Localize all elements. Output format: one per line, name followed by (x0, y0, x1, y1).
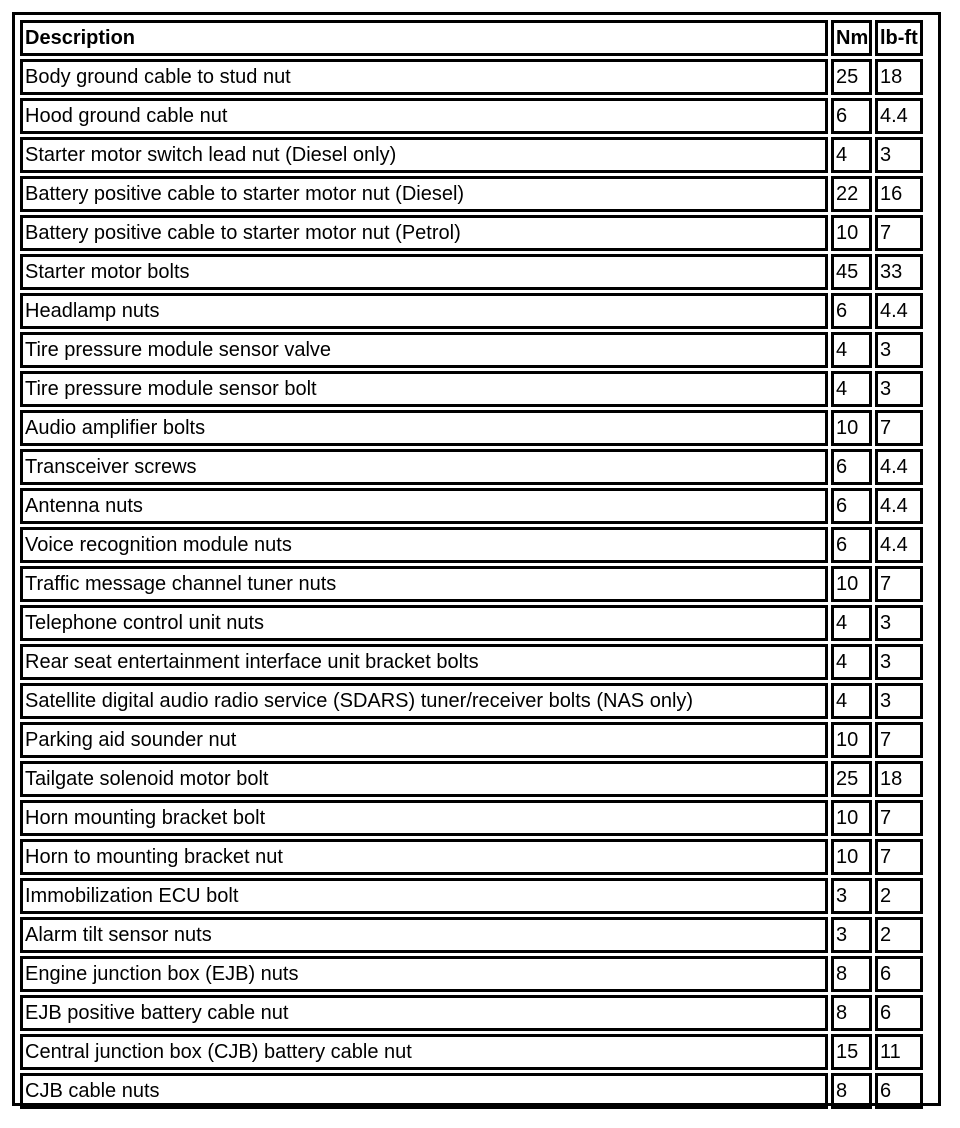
cell-lbft: 3 (875, 683, 923, 719)
table-row (20, 98, 923, 134)
cell-lbft: 4.4 (875, 293, 923, 329)
cell-nm: 4 (831, 332, 872, 368)
cell-description: Battery positive cable to starter motor nut (Petrol) (20, 215, 828, 251)
cell-description: Voice recognition module nuts (20, 527, 828, 563)
table-row (20, 215, 923, 251)
table-row (20, 527, 923, 563)
cell-nm: 6 (831, 449, 872, 485)
cell-description: Parking aid sounder nut (20, 722, 828, 758)
cell-nm: 10 (831, 215, 872, 251)
cell-lbft: 2 (875, 917, 923, 953)
cell-lbft: 18 (875, 59, 923, 95)
cell-nm: 3 (831, 917, 872, 953)
table-row (20, 176, 923, 212)
table-row (20, 371, 923, 407)
cell-description: Starter motor bolts (20, 254, 828, 290)
cell-lbft: 7 (875, 839, 923, 875)
header-description: Description (20, 20, 828, 56)
cell-description: Tire pressure module sensor valve (20, 332, 828, 368)
table-row (20, 1034, 923, 1070)
header-nm: Nm (831, 20, 872, 56)
table-row (20, 917, 923, 953)
cell-nm: 10 (831, 566, 872, 602)
cell-description: Immobilization ECU bolt (20, 878, 828, 914)
cell-lbft: 7 (875, 215, 923, 251)
cell-nm: 6 (831, 527, 872, 563)
cell-lbft: 3 (875, 644, 923, 680)
cell-nm: 22 (831, 176, 872, 212)
cell-description: Horn mounting bracket bolt (20, 800, 828, 836)
cell-lbft: 7 (875, 410, 923, 446)
cell-lbft: 11 (875, 1034, 923, 1070)
table-header-row (20, 20, 923, 56)
cell-lbft: 3 (875, 137, 923, 173)
cell-lbft: 6 (875, 956, 923, 992)
cell-description: Starter motor switch lead nut (Diesel only) (20, 137, 828, 173)
table-row (20, 644, 923, 680)
table-row (20, 59, 923, 95)
cell-lbft: 16 (875, 176, 923, 212)
cell-lbft: 7 (875, 566, 923, 602)
cell-description: Antenna nuts (20, 488, 828, 524)
cell-nm: 4 (831, 683, 872, 719)
cell-nm: 3 (831, 878, 872, 914)
cell-description: Tailgate solenoid motor bolt (20, 761, 828, 797)
cell-description: Transceiver screws (20, 449, 828, 485)
table-row (20, 800, 923, 836)
table-row (20, 995, 923, 1031)
table-row (20, 605, 923, 641)
cell-description: Central junction box (CJB) battery cable nut (20, 1034, 828, 1070)
cell-nm: 8 (831, 995, 872, 1031)
cell-lbft: 4.4 (875, 488, 923, 524)
table-row (20, 722, 923, 758)
cell-nm: 4 (831, 137, 872, 173)
cell-lbft: 3 (875, 332, 923, 368)
cell-description: Telephone control unit nuts (20, 605, 828, 641)
cell-lbft: 6 (875, 1073, 923, 1109)
torque-table-frame (12, 12, 941, 1106)
table-row (20, 761, 923, 797)
table-row (20, 332, 923, 368)
cell-nm: 25 (831, 761, 872, 797)
cell-nm: 6 (831, 488, 872, 524)
cell-lbft: 4.4 (875, 527, 923, 563)
cell-nm: 8 (831, 1073, 872, 1109)
cell-nm: 4 (831, 371, 872, 407)
cell-lbft: 7 (875, 722, 923, 758)
table-row (20, 410, 923, 446)
cell-nm: 6 (831, 293, 872, 329)
cell-nm: 10 (831, 722, 872, 758)
table-body (20, 59, 923, 1109)
table-row (20, 449, 923, 485)
cell-nm: 15 (831, 1034, 872, 1070)
cell-description: Alarm tilt sensor nuts (20, 917, 828, 953)
cell-lbft: 33 (875, 254, 923, 290)
cell-lbft: 3 (875, 605, 923, 641)
header-lbft: lb-ft (875, 20, 923, 56)
cell-description: Body ground cable to stud nut (20, 59, 828, 95)
cell-nm: 45 (831, 254, 872, 290)
cell-nm: 10 (831, 839, 872, 875)
table-row (20, 878, 923, 914)
table-row (20, 137, 923, 173)
cell-description: Traffic message channel tuner nuts (20, 566, 828, 602)
cell-nm: 6 (831, 98, 872, 134)
cell-description: Satellite digital audio radio service (SDARS) tuner/receiver bolts (NAS only) (20, 683, 828, 719)
cell-nm: 10 (831, 410, 872, 446)
cell-description: Hood ground cable nut (20, 98, 828, 134)
cell-nm: 8 (831, 956, 872, 992)
table-row (20, 293, 923, 329)
table-row (20, 254, 923, 290)
table-row (20, 839, 923, 875)
cell-lbft: 4.4 (875, 449, 923, 485)
torque-specification-table (17, 17, 926, 1112)
cell-description: Audio amplifier bolts (20, 410, 828, 446)
cell-description: Tire pressure module sensor bolt (20, 371, 828, 407)
cell-description: Headlamp nuts (20, 293, 828, 329)
cell-description: Engine junction box (EJB) nuts (20, 956, 828, 992)
table-row (20, 566, 923, 602)
table-row (20, 683, 923, 719)
cell-lbft: 7 (875, 800, 923, 836)
cell-nm: 4 (831, 605, 872, 641)
cell-description: Battery positive cable to starter motor nut (Diesel) (20, 176, 828, 212)
cell-lbft: 3 (875, 371, 923, 407)
table-row (20, 488, 923, 524)
cell-lbft: 2 (875, 878, 923, 914)
cell-lbft: 18 (875, 761, 923, 797)
table-row (20, 956, 923, 992)
cell-description: EJB positive battery cable nut (20, 995, 828, 1031)
cell-nm: 4 (831, 644, 872, 680)
cell-description: Rear seat entertainment interface unit bracket bolts (20, 644, 828, 680)
cell-description: Horn to mounting bracket nut (20, 839, 828, 875)
cell-lbft: 6 (875, 995, 923, 1031)
cell-nm: 25 (831, 59, 872, 95)
cell-lbft: 4.4 (875, 98, 923, 134)
table-row (20, 1073, 923, 1109)
cell-nm: 10 (831, 800, 872, 836)
cell-description: CJB cable nuts (20, 1073, 828, 1109)
